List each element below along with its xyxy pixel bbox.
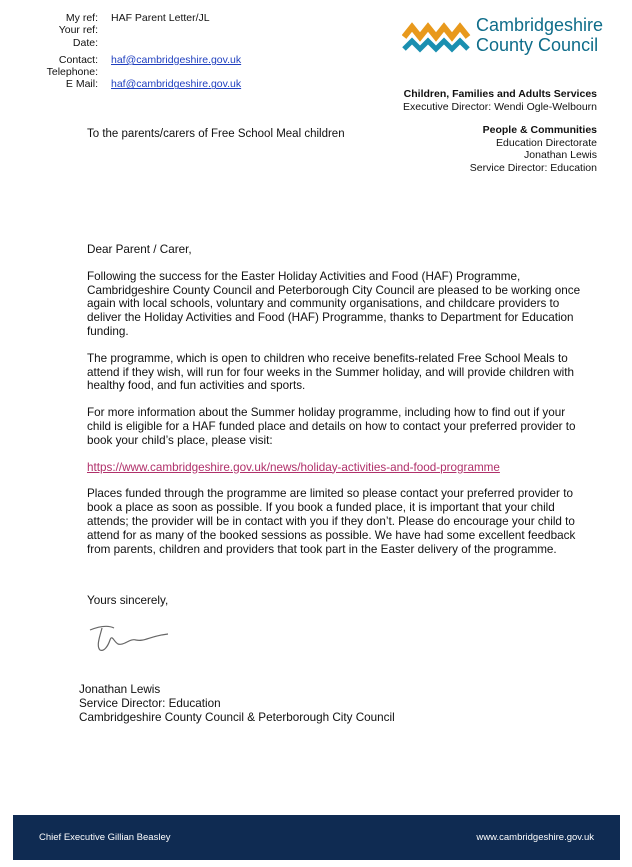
- ref-label: E Mail:: [65, 78, 98, 91]
- ref-value: HAF Parent Letter/JL: [111, 12, 210, 24]
- footer-website: www.cambridgeshire.gov.uk: [476, 832, 594, 843]
- ref-row-my-ref: [0, 12, 241, 24]
- programme-url-link[interactable]: https://www.cambridgeshire.gov.uk/news/holiday-activities-and-food-programme: [87, 460, 500, 474]
- ref-label: Telephone:: [46, 66, 98, 79]
- paragraph-3: For more information about the Summer holiday programme, including how to find out if your child is eligible for a HAF funded place and details on how to contact your preferred provider to book your child’s place, please visit:: [87, 406, 576, 447]
- ref-row-contact: [0, 54, 241, 66]
- people-communities-block: [470, 124, 597, 174]
- ref-label: My ref:: [65, 12, 98, 24]
- ref-row-your-ref: [0, 24, 241, 36]
- ref-label: Date:: [72, 36, 98, 49]
- directorate: Education Directorate: [496, 136, 597, 149]
- contact-email-link[interactable]: haf@cambridgeshire.gov.uk: [111, 53, 242, 66]
- handwritten-signature: [84, 616, 174, 666]
- ref-row-telephone: [0, 66, 241, 78]
- department-title: Children, Families and Adults Services: [403, 88, 597, 100]
- logo-wordmark: [476, 15, 603, 55]
- department-block: [403, 88, 597, 113]
- paragraph-2: The programme, which is open to children who receive benefits-related Free School Meals to attend if they wish, will run for four weeks in the Summer holiday, and will provide children with healthy food, and fun activities and sports.: [87, 351, 574, 393]
- council-logo: [402, 15, 603, 55]
- director-title: Service Director: Education: [469, 161, 597, 174]
- salutation: Dear Parent / Carer,: [87, 243, 192, 256]
- ref-row-email: [0, 78, 241, 90]
- council-logo-icon: [402, 15, 472, 55]
- people-communities-title: People & Communities: [482, 124, 597, 136]
- logo-line-1: Cambridgeshire: [476, 15, 604, 35]
- logo-line-2: County Council: [476, 35, 599, 55]
- letter-body: [87, 243, 587, 569]
- executive-director: Executive Director: Wendi Ogle-Welbourn: [403, 100, 597, 113]
- footer-bar: [13, 815, 620, 860]
- ref-row-date: [0, 37, 241, 49]
- ref-label: Your ref:: [58, 24, 98, 37]
- signoff-name: Jonathan Lewis: [79, 683, 161, 696]
- paragraph-4: Places funded through the programme are limited so please contact your preferred provider to book a place as soon as possible. If you book a funded place, it is important that your child attends; the provider will be in contact with you if they don’t. Please do encourage your child to attend for as many of the booked sessions as possible. We have had some excellent feedback from parents, children and providers that took part in the Easter delivery of the programme.: [87, 487, 576, 556]
- ref-label: Contact:: [58, 53, 98, 66]
- recipient-line: To the parents/carers of Free School Meal children: [87, 128, 345, 140]
- director-name: Jonathan Lewis: [524, 149, 597, 161]
- reference-block: [0, 12, 241, 91]
- footer-chief-executive: Chief Executive Gillian Beasley: [39, 832, 171, 843]
- paragraph-1: Following the success for the Easter Holiday Activities and Food (HAF) Programme, Cambridgeshire County Council and Peterborough City Council are pleased to be working once again with local schools, voluntary and community organisations, and childcare providers to deliver the Holiday Activities and Food (HAF) Programme, thanks to Department for Education funding.: [87, 269, 581, 338]
- signoff-block: [79, 683, 395, 724]
- signoff-org: Cambridgeshire County Council & Peterborough City Council: [79, 710, 395, 724]
- email-link[interactable]: haf@cambridgeshire.gov.uk: [111, 78, 242, 91]
- signoff-title: Service Director: Education: [79, 696, 221, 710]
- closing: Yours sincerely,: [87, 594, 169, 607]
